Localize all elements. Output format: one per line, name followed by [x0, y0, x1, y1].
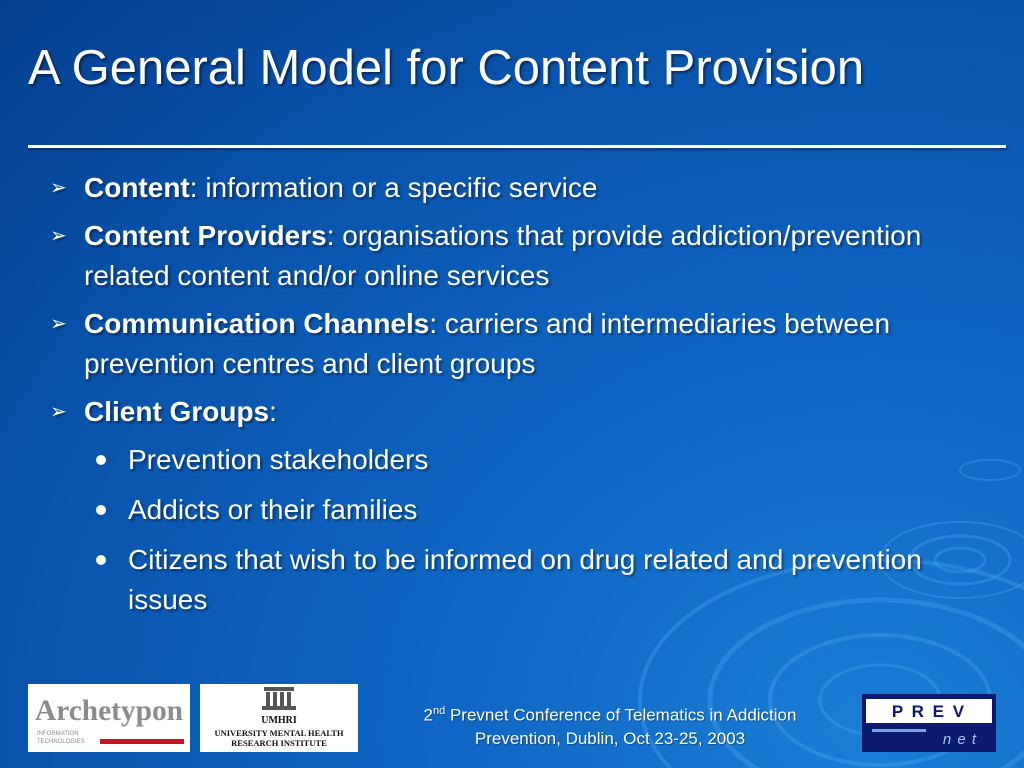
bullet-term: Communication Channels [84, 308, 430, 339]
bullet-client-groups [50, 392, 990, 432]
footer-line-1 [370, 700, 850, 727]
prevnet-logo-image [862, 694, 996, 752]
umhri-logo [200, 684, 358, 752]
bullet-content-providers [50, 216, 990, 296]
bullet-text: information or a specific service [197, 172, 598, 203]
bullet-term: Content Providers [84, 220, 327, 251]
bullet-separator: : [189, 172, 198, 203]
bullet-separator: : [326, 220, 335, 251]
sub-bullet-text: Prevention stakeholders [128, 444, 429, 475]
arrow-bullet-icon: ➢ [50, 177, 67, 199]
sub-bullet-stakeholders [50, 440, 990, 480]
svg-text:RESEARCH INSTITUTE: RESEARCH INSTITUTE [231, 738, 327, 748]
dot-bullet-icon [96, 555, 106, 565]
svg-text:INFORMATION: INFORMATION [37, 731, 79, 737]
bullet-separator: : [429, 308, 438, 339]
footer-ordinal-number: 2 [423, 705, 433, 725]
svg-text:Archetypon: Archetypon [35, 694, 184, 727]
dot-bullet-icon [96, 505, 106, 515]
archetypon-logo [28, 684, 190, 752]
slide-title: A General Model for Content Provision [28, 41, 865, 95]
arrow-bullet-icon: ➢ [50, 225, 67, 247]
bullet-text: carriers and intermediaries between prevention centres and client groups [84, 308, 891, 379]
umhri-logo-image [200, 684, 358, 752]
svg-text:TECHNOLOGIES: TECHNOLOGIES [37, 739, 85, 745]
footer-line-2: Prevention, Dublin, Oct 23-25, 2003 [474, 728, 746, 748]
bullet-content [50, 168, 990, 208]
bullet-text: organisations that provide addiction/prevention related content and/or online services [84, 220, 922, 291]
sub-bullet-citizens [50, 540, 990, 620]
arrow-bullet-icon: ➢ [50, 401, 67, 423]
prevnet-logo [862, 694, 996, 752]
sub-bullet-text: Citizens that wish to be informed on drug related and prevention issues [128, 544, 922, 615]
bullet-term: Content [84, 172, 190, 203]
svg-text:n e t: n e t [942, 731, 978, 748]
slide-footer [370, 700, 850, 750]
archetypon-logo-image [28, 684, 190, 752]
svg-text:UMHRI: UMHRI [261, 715, 297, 726]
arrow-bullet-icon: ➢ [50, 313, 67, 335]
sub-bullet-addicts [50, 490, 990, 530]
bullet-list [50, 168, 990, 630]
sub-bullet-text: Addicts or their families [128, 494, 418, 525]
svg-text:UNIVERSITY MENTAL HEALTH: UNIVERSITY MENTAL HEALTH [214, 728, 344, 738]
bullet-separator: : [269, 396, 277, 427]
footer-line-1-text: Prevnet Conference of Telematics in Addiction [445, 705, 797, 725]
footer-ordinal-suffix: nd [433, 705, 446, 717]
bullet-term: Client Groups [84, 396, 270, 427]
svg-text:P R E V: P R E V [891, 702, 967, 721]
title-divider [28, 145, 1006, 148]
dot-bullet-icon [96, 455, 106, 465]
bullet-communication-channels [50, 304, 990, 384]
